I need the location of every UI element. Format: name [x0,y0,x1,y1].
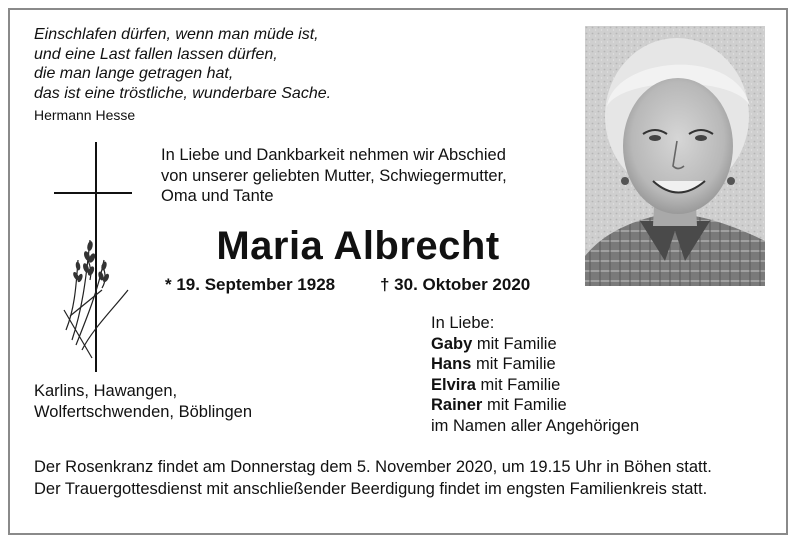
portrait-photo [585,26,765,286]
mourner-entry [431,395,639,416]
poem-line: Einschlafen dürfen, wenn man müde ist, [34,26,319,43]
places-line: Wolfertschwenden, Böblingen [34,402,252,421]
poem-line: und eine Last fallen lassen dürfen, [34,45,278,63]
mourners-closing: im Namen aller Angehörigen [431,416,640,435]
cross-with-wheat-icon [52,140,134,375]
mourner-name: Hans [431,355,472,373]
deceased-name: Maria Albrecht [216,224,500,268]
birth-date: * 19. September 1928 [165,275,336,294]
mourner-entry [431,375,639,396]
rosary-text: Der Rosenkranz findet am Donnerstag dem 5. November 2020, um 19.15 Uhr in Böhen statt. [34,458,712,476]
death-date: † 30. Oktober 2020 [380,275,531,294]
mourners [431,313,639,436]
poem-line: die man lange getragen hat, [34,65,234,82]
places [34,381,252,422]
mourner-suffix: mit Familie [471,355,556,373]
places-line: Karlins, Hawangen, [34,382,178,400]
mourner-name: Elvira [431,375,476,394]
poem [34,25,331,103]
funeral-text: Der Trauergottesdienst mit anschließender Beerdigung findet im engsten Familienkreis statt. [34,479,708,498]
mourners-heading: In Liebe: [431,314,495,332]
service-info [34,457,766,500]
mourner-entry [431,334,639,355]
intro-line: Oma und Tante [161,187,274,205]
mourner-name: Gaby [431,334,473,353]
mourner-suffix: mit Familie [482,396,567,414]
poem-line: das ist eine tröstliche, wunderbare Sache. [34,84,332,102]
mourner-suffix: mit Familie [472,334,557,353]
poem-author: Hermann Hesse [34,107,136,123]
intro-text [161,145,507,207]
intro-line: von unserer geliebten Mutter, Schwiegermutter, [161,166,507,185]
intro-line: In Liebe und Dankbarkeit nehmen wir Abschied [161,146,506,164]
mourner-name: Rainer [431,396,483,414]
mourner-suffix: mit Familie [475,375,561,394]
mourner-entry [431,354,639,375]
